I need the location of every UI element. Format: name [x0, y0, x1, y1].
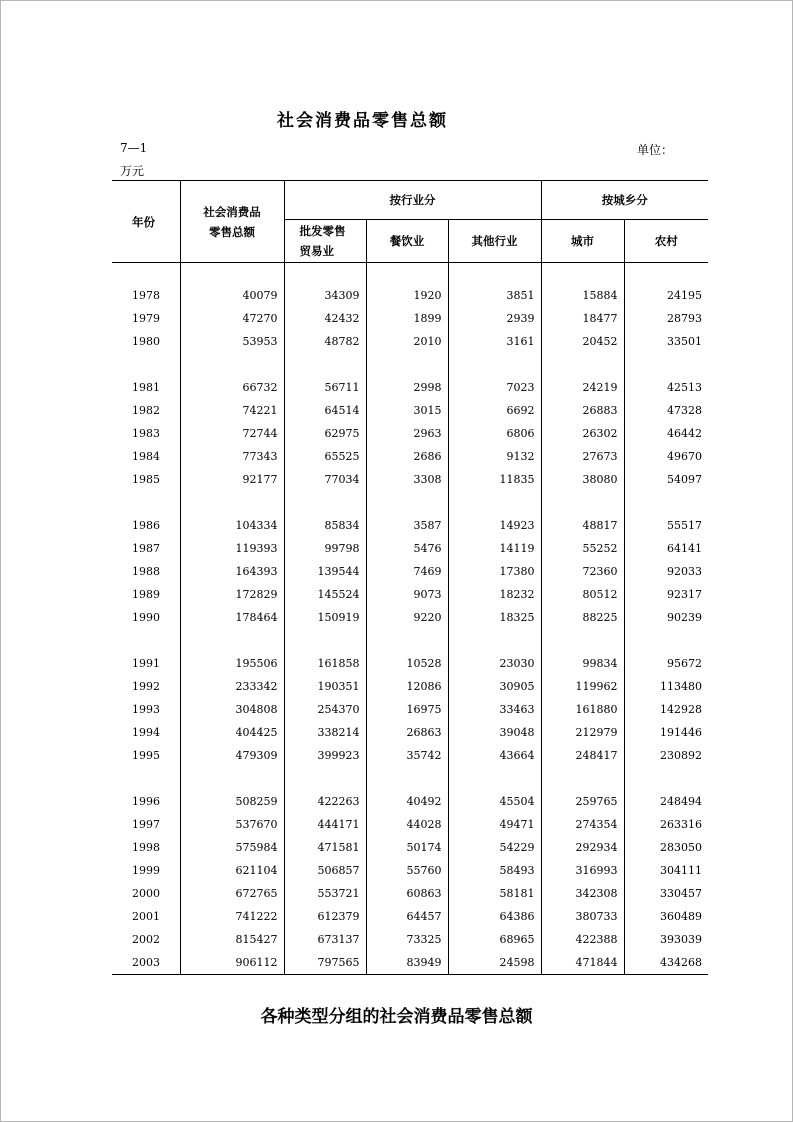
- retail-sales-table: [112, 180, 708, 975]
- value-cell: 92177: [180, 468, 284, 491]
- table-row: [112, 675, 708, 698]
- value-cell: 47270: [180, 307, 284, 330]
- table-body: [112, 263, 708, 975]
- value-cell: 64457: [366, 905, 448, 928]
- value-cell: 48817: [541, 514, 624, 537]
- value-cell: 161858: [284, 652, 366, 675]
- value-cell: 3851: [448, 284, 541, 307]
- document-title: 社会消费品零售总额: [277, 111, 448, 131]
- value-cell: 92033: [667, 565, 703, 578]
- header-other: 其他行业: [448, 220, 541, 263]
- value-cell: 10528: [366, 652, 448, 675]
- year-cell: 2002: [112, 928, 180, 951]
- year-cell: 1978: [112, 284, 180, 307]
- year-cell: 1995: [112, 744, 180, 767]
- value-cell: 72360: [541, 560, 624, 583]
- value-cell: 342308: [541, 882, 624, 905]
- value-cell: 508259: [180, 790, 284, 813]
- table-row: [112, 905, 708, 928]
- value-cell: 292934: [541, 836, 624, 859]
- value-cell: 283050: [660, 841, 703, 854]
- value-cell: 1899: [366, 307, 448, 330]
- value-cell: 40492: [366, 790, 448, 813]
- value-cell: 191446: [660, 726, 703, 739]
- value-cell: 3015: [366, 399, 448, 422]
- table-row: [112, 928, 708, 951]
- year-cell: 1997: [112, 813, 180, 836]
- value-cell: 60863: [366, 882, 448, 905]
- year-cell: 1999: [112, 859, 180, 882]
- value-cell: 74221: [180, 399, 284, 422]
- value-cell: 399923: [284, 744, 366, 767]
- value-cell: 45504: [448, 790, 541, 813]
- value-cell: 92317: [667, 588, 703, 601]
- value-cell: 54229: [448, 836, 541, 859]
- table-row: [112, 468, 708, 491]
- year-cell: 1988: [112, 560, 180, 583]
- value-cell: 17380: [448, 560, 541, 583]
- value-cell: 195506: [180, 652, 284, 675]
- value-cell: 90239: [667, 611, 703, 624]
- value-cell: 906112: [180, 951, 284, 975]
- value-cell: 248417: [541, 744, 624, 767]
- value-cell: 88225: [541, 606, 624, 629]
- value-cell: 2686: [366, 445, 448, 468]
- value-cell: 30905: [448, 675, 541, 698]
- year-cell: 1982: [112, 399, 180, 422]
- value-cell: 68965: [448, 928, 541, 951]
- value-cell: 1920: [366, 284, 448, 307]
- value-cell: 274354: [541, 813, 624, 836]
- table-row: [112, 606, 708, 629]
- year-cell: 1980: [112, 330, 180, 353]
- header-catering: 餐饮业: [366, 220, 448, 263]
- table-number: 7—1: [120, 141, 148, 155]
- value-cell: 7469: [366, 560, 448, 583]
- header-by-area: 按城乡分: [541, 181, 708, 220]
- value-cell: 18232: [448, 583, 541, 606]
- value-cell: 26302: [541, 422, 624, 445]
- value-cell: 7023: [448, 376, 541, 399]
- value-cell: 64386: [448, 905, 541, 928]
- table-row: [112, 399, 708, 422]
- value-cell: 11835: [448, 468, 541, 491]
- spacer-row: [112, 767, 708, 790]
- year-cell: 1996: [112, 790, 180, 813]
- value-cell: 53953: [180, 330, 284, 353]
- value-cell: 233342: [180, 675, 284, 698]
- value-cell: 506857: [284, 859, 366, 882]
- value-cell: 64514: [284, 399, 366, 422]
- value-cell: 139544: [284, 560, 366, 583]
- value-cell: 34309: [284, 284, 366, 307]
- value-cell: 2939: [448, 307, 541, 330]
- value-cell: 3587: [366, 514, 448, 537]
- value-cell: 56711: [284, 376, 366, 399]
- value-cell: 673137: [284, 928, 366, 951]
- table-row: [112, 445, 708, 468]
- value-cell: 72744: [180, 422, 284, 445]
- value-cell: 104334: [180, 514, 284, 537]
- header-wholesale: [284, 220, 366, 263]
- spacer-row: [112, 353, 708, 376]
- table-row: [112, 721, 708, 744]
- value-cell: 537670: [180, 813, 284, 836]
- value-cell: 815427: [180, 928, 284, 951]
- value-cell: 2998: [366, 376, 448, 399]
- value-cell: 3308: [366, 468, 448, 491]
- table-row: [112, 307, 708, 330]
- value-cell: 85834: [284, 514, 366, 537]
- section-subtitle: 各种类型分组的社会消费品零售总额: [260, 1007, 533, 1027]
- value-cell: 471844: [541, 951, 624, 975]
- value-cell: 161880: [541, 698, 624, 721]
- value-cell: 46442: [667, 427, 703, 440]
- value-cell: 38080: [541, 468, 624, 491]
- value-cell: 2010: [366, 330, 448, 353]
- value-cell: 50174: [366, 836, 448, 859]
- table-row: [112, 813, 708, 836]
- value-cell: 44028: [366, 813, 448, 836]
- value-cell: 150919: [284, 606, 366, 629]
- value-cell: 612379: [284, 905, 366, 928]
- value-cell: 64141: [667, 542, 703, 555]
- value-cell: 33463: [448, 698, 541, 721]
- year-cell: 2001: [112, 905, 180, 928]
- value-cell: 380733: [541, 905, 624, 928]
- value-cell: 83949: [366, 951, 448, 975]
- value-cell: 316993: [541, 859, 624, 882]
- value-cell: 65525: [284, 445, 366, 468]
- value-cell: 42513: [667, 381, 703, 394]
- value-cell: 23030: [448, 652, 541, 675]
- value-cell: 6692: [448, 399, 541, 422]
- value-cell: 55517: [667, 519, 703, 532]
- spacer-row: [112, 263, 708, 285]
- value-cell: 18477: [541, 307, 624, 330]
- year-cell: 1979: [112, 307, 180, 330]
- value-cell: 54097: [667, 473, 703, 486]
- year-cell: 1981: [112, 376, 180, 399]
- value-cell: 99834: [541, 652, 624, 675]
- header-rural: 农村: [624, 220, 708, 263]
- value-cell: 99798: [284, 537, 366, 560]
- year-cell: 2003: [112, 951, 180, 975]
- header-by-industry: 按行业分: [284, 181, 541, 220]
- table-row: [112, 744, 708, 767]
- table-row: [112, 652, 708, 675]
- value-cell: 14923: [448, 514, 541, 537]
- value-cell: 304111: [660, 864, 703, 877]
- value-cell: 58493: [448, 859, 541, 882]
- spacer-row: [112, 491, 708, 514]
- value-cell: 119962: [541, 675, 624, 698]
- value-cell: 58181: [448, 882, 541, 905]
- value-cell: 28793: [667, 312, 703, 325]
- value-cell: 248494: [660, 795, 703, 808]
- value-cell: 621104: [180, 859, 284, 882]
- value-cell: 16975: [366, 698, 448, 721]
- table-row: [112, 790, 708, 813]
- value-cell: 15884: [541, 284, 624, 307]
- value-cell: 9132: [448, 445, 541, 468]
- value-cell: 55760: [366, 859, 448, 882]
- value-cell: 479309: [180, 744, 284, 767]
- value-cell: 77343: [180, 445, 284, 468]
- year-cell: 2000: [112, 882, 180, 905]
- value-cell: 672765: [180, 882, 284, 905]
- table-row: [112, 330, 708, 353]
- value-cell: 39048: [448, 721, 541, 744]
- value-cell: 254370: [284, 698, 366, 721]
- value-cell: 66732: [180, 376, 284, 399]
- spacer-row: [112, 629, 708, 652]
- value-cell: 26863: [366, 721, 448, 744]
- value-cell: 18325: [448, 606, 541, 629]
- year-cell: 1986: [112, 514, 180, 537]
- value-cell: 119393: [180, 537, 284, 560]
- value-cell: 178464: [180, 606, 284, 629]
- value-cell: 2963: [366, 422, 448, 445]
- unit-value: 万元: [120, 164, 145, 178]
- value-cell: 27673: [541, 445, 624, 468]
- year-cell: 1994: [112, 721, 180, 744]
- header-wholesale-line2: 贸易业: [299, 244, 334, 258]
- year-cell: 1985: [112, 468, 180, 491]
- table-row: [112, 583, 708, 606]
- value-cell: 24598: [448, 951, 541, 975]
- value-cell: 444171: [284, 813, 366, 836]
- year-cell: 1984: [112, 445, 180, 468]
- table-row: [112, 560, 708, 583]
- value-cell: 330457: [660, 887, 703, 900]
- value-cell: 24219: [541, 376, 624, 399]
- value-cell: 5476: [366, 537, 448, 560]
- header-urban: 城市: [541, 220, 624, 263]
- value-cell: 797565: [284, 951, 366, 975]
- header-wholesale-line1: 批发零售: [299, 224, 346, 238]
- year-cell: 1993: [112, 698, 180, 721]
- value-cell: 73325: [366, 928, 448, 951]
- year-cell: 1998: [112, 836, 180, 859]
- table-row: [112, 882, 708, 905]
- value-cell: 26883: [541, 399, 624, 422]
- value-cell: 575984: [180, 836, 284, 859]
- table-row: [112, 514, 708, 537]
- value-cell: 80512: [541, 583, 624, 606]
- year-cell: 1983: [112, 422, 180, 445]
- value-cell: 9220: [366, 606, 448, 629]
- value-cell: 422263: [284, 790, 366, 813]
- table-row: [112, 836, 708, 859]
- table-row: [112, 537, 708, 560]
- value-cell: 393039: [660, 933, 703, 946]
- value-cell: 49471: [448, 813, 541, 836]
- value-cell: 553721: [284, 882, 366, 905]
- value-cell: 12086: [366, 675, 448, 698]
- value-cell: 20452: [541, 330, 624, 353]
- value-cell: 304808: [180, 698, 284, 721]
- value-cell: 49670: [667, 450, 703, 463]
- value-cell: 263316: [660, 818, 703, 831]
- value-cell: 212979: [541, 721, 624, 744]
- value-cell: 230892: [660, 749, 703, 762]
- value-cell: 741222: [180, 905, 284, 928]
- value-cell: 24195: [667, 289, 703, 302]
- table-row: [112, 951, 708, 975]
- table-row: [112, 422, 708, 445]
- table-row: [112, 859, 708, 882]
- value-cell: 9073: [366, 583, 448, 606]
- value-cell: 190351: [284, 675, 366, 698]
- value-cell: 55252: [541, 537, 624, 560]
- value-cell: 259765: [541, 790, 624, 813]
- value-cell: 14119: [448, 537, 541, 560]
- table-row: [112, 376, 708, 399]
- header-total-line2: 零售总额: [209, 224, 255, 239]
- value-cell: 35742: [366, 744, 448, 767]
- value-cell: 77034: [284, 468, 366, 491]
- value-cell: 3161: [448, 330, 541, 353]
- unit-label: 单位：: [637, 143, 674, 157]
- value-cell: 40079: [180, 284, 284, 307]
- value-cell: 471581: [284, 836, 366, 859]
- value-cell: 360489: [660, 910, 703, 923]
- year-cell: 1990: [112, 606, 180, 629]
- year-cell: 1989: [112, 583, 180, 606]
- value-cell: 145524: [284, 583, 366, 606]
- year-cell: 1992: [112, 675, 180, 698]
- table-row: [112, 284, 708, 307]
- value-cell: 404425: [180, 721, 284, 744]
- header-total-line1: 社会消费品: [203, 204, 261, 219]
- value-cell: 142928: [660, 703, 703, 716]
- header-total: [180, 181, 284, 263]
- value-cell: 47328: [667, 404, 703, 417]
- value-cell: 48782: [284, 330, 366, 353]
- header-year: 年份: [112, 181, 180, 263]
- value-cell: 172829: [180, 583, 284, 606]
- value-cell: 434268: [624, 951, 708, 975]
- value-cell: 33501: [667, 335, 703, 348]
- value-cell: 422388: [541, 928, 624, 951]
- value-cell: 113480: [660, 680, 703, 693]
- year-cell: 1987: [112, 537, 180, 560]
- value-cell: 95672: [667, 657, 703, 670]
- value-cell: 6806: [448, 422, 541, 445]
- value-cell: 62975: [284, 422, 366, 445]
- value-cell: 164393: [180, 560, 284, 583]
- value-cell: 43664: [448, 744, 541, 767]
- value-cell: 338214: [284, 721, 366, 744]
- year-cell: 1991: [112, 652, 180, 675]
- table-row: [112, 698, 708, 721]
- value-cell: 42432: [284, 307, 366, 330]
